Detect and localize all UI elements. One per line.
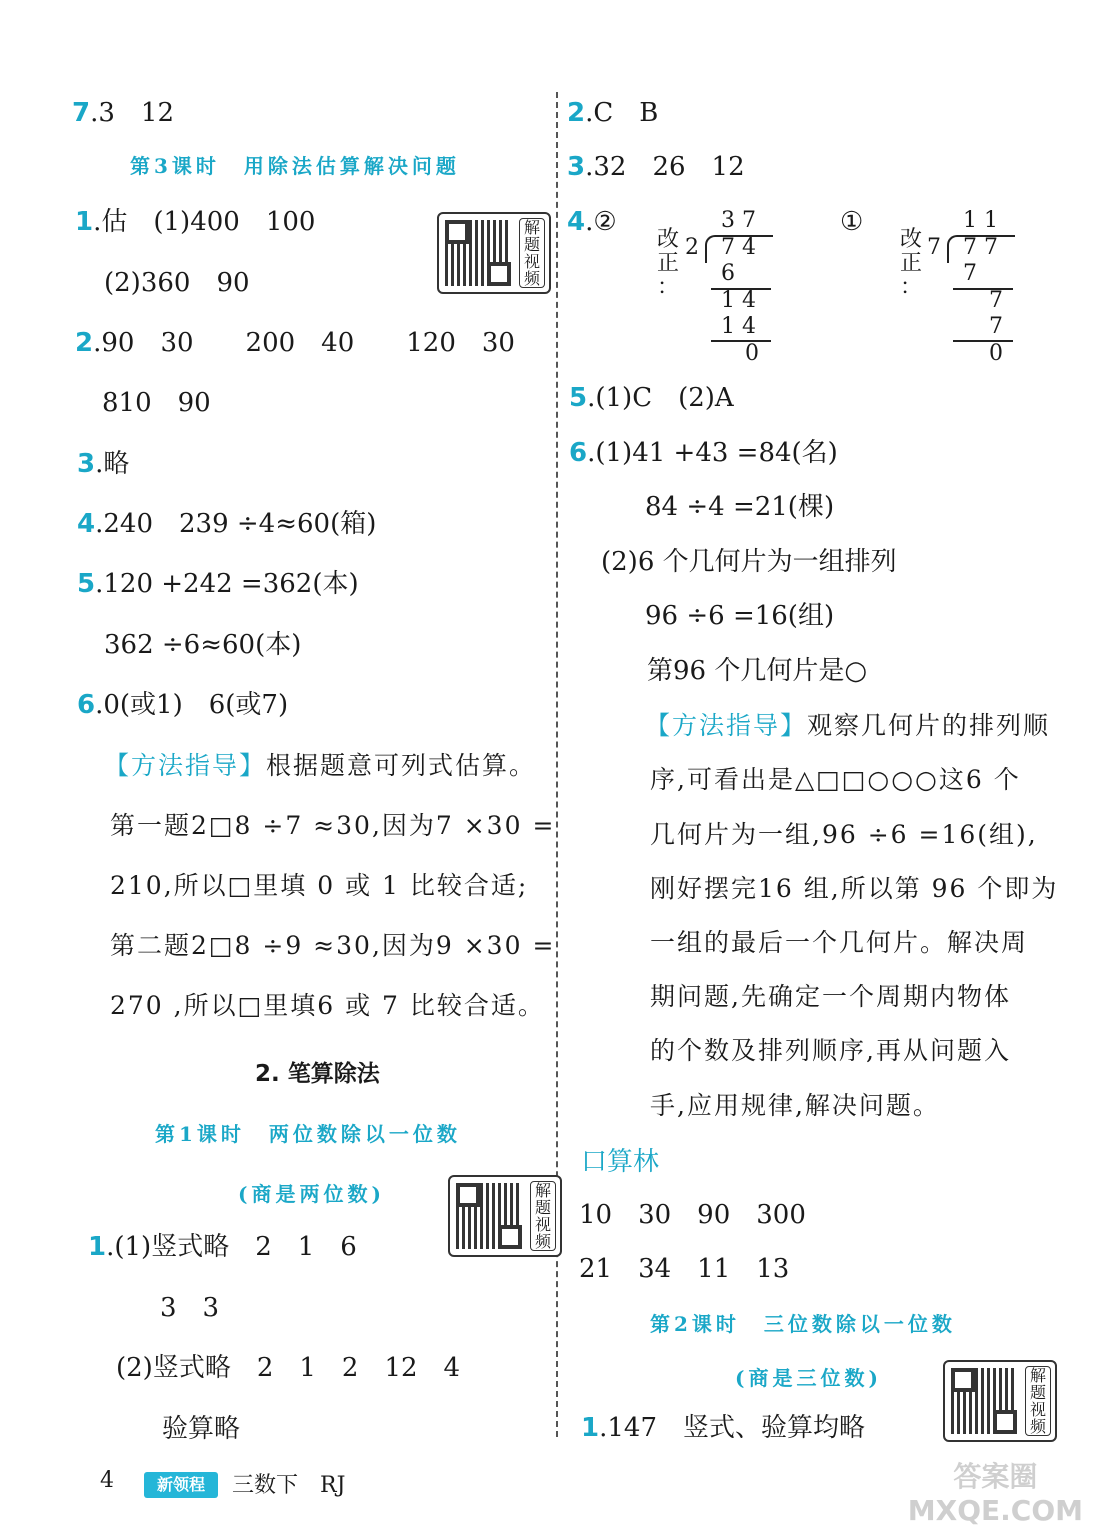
tip-line-2: 第一题2□8 ÷7 ≈30,因为7 ×30 = (110, 811, 556, 840)
tip-line-3: 210,所以□里填 0 或 1 比较合适; (110, 871, 529, 900)
step-2: 7 (989, 314, 1003, 339)
quotient: 3 7 (721, 208, 756, 233)
r-answer-6-line2: 84 ÷4 =21(棵) (645, 492, 835, 522)
mental-math-title: 口算林 (581, 1147, 660, 1177)
answer-5: 5.120 +242 =362(本) (77, 569, 359, 599)
answer-p1-part3: (2)竖式略 2 1 2 12 4 (116, 1353, 461, 1383)
r-tip-line-5: 一组的最后一个几何片。解决周 (650, 928, 1029, 957)
qr-code-3[interactable] (943, 1360, 1057, 1442)
qr-label: 解题视频 (530, 1181, 556, 1251)
r-tip-line-1: 【方法指导】观察几何片的排列顺 (645, 711, 1051, 740)
remainder-2: 0 (745, 341, 759, 366)
lesson-subtitle-2: (商是两位数) (238, 1182, 385, 1206)
r-answer-3: 3.32 26 12 (567, 152, 745, 182)
long-division-2 (927, 208, 1027, 368)
tip-line-1: 【方法指导】根据题意可列式估算。 (104, 751, 537, 780)
tip-line-4: 第二题2□8 ÷9 ≈30,因为9 ×30 = (110, 931, 556, 960)
r-tip-line-2: 序,可看出是△□□○○○这6 个 (650, 765, 1021, 794)
r-answer-4b: ① (840, 207, 864, 237)
r-tip-line-6: 期问题,先确定一个周期内物体 (650, 982, 1011, 1011)
long-division-1 (685, 208, 785, 368)
answer-1: 1.估 (1)400 100 (75, 207, 316, 237)
dividend: 7 4 (721, 235, 756, 260)
remainder-1: 1 4 (721, 288, 756, 313)
answer-3: 3.略 (77, 449, 130, 479)
answer-1-part2: (2)360 90 (104, 268, 250, 298)
t-answer-1: 1.147 竖式、验算均略 (581, 1413, 865, 1443)
qr-label: 解题视频 (1025, 1366, 1051, 1436)
r-answer-6: 6.(1)41 +43 =84(名) (569, 438, 838, 468)
lesson-title-3: 第2课时 三位数除以一位数 (650, 1312, 956, 1336)
answer-2: 2.90 30 200 40 120 30 (75, 328, 515, 358)
brand-badge: 新领程 (144, 1472, 218, 1498)
lesson-title: 第3课时 用除法估算解决问题 (130, 154, 460, 178)
section-title: 2. 笔算除法 (255, 1061, 380, 1087)
qr-pattern (456, 1183, 522, 1249)
r-tip-line-3: 几何片为一组,96 ÷6 =16(组), (650, 820, 1038, 849)
r-tip-line-8: 手,应用规律,解决问题。 (650, 1091, 940, 1120)
answer-2-part2: 810 90 (102, 388, 211, 418)
r-tip-line-4: 刚好摆完16 组,所以第 96 个即为 (650, 874, 1059, 903)
quotient: 1 1 (963, 208, 998, 233)
qr-code-2[interactable] (448, 1175, 562, 1257)
answer-p1: 1.(1)竖式略 2 1 6 (88, 1232, 357, 1262)
answer-p1-part4: 验算略 (162, 1414, 241, 1444)
qr-pattern (445, 220, 511, 286)
answer-7: 7.3 12 (72, 98, 174, 128)
watermark-logo: 答案圈 MXQE.COM (907, 1460, 1083, 1527)
r-answer-6-line3: (2)6 个几何片为一组排列 (601, 547, 897, 577)
remainder-1: 7 (989, 288, 1003, 313)
step-1: 6 (721, 261, 735, 286)
answer-p1-part2: 3 3 (160, 1293, 220, 1323)
tip-line-5: 270 ,所以□里填6 或 7 比较合适。 (110, 991, 545, 1020)
correction-label-1: 改 正 ： (657, 227, 680, 300)
answer-4: 4.240 239 ÷4≈60(箱) (77, 509, 377, 539)
r-tip-line-7: 的个数及排列顺序,再从问题入 (650, 1036, 1011, 1065)
qr-pattern (951, 1368, 1017, 1434)
mental-math-row-1: 10 30 90 300 (579, 1200, 806, 1230)
answer-5-part2: 362 ÷6≈60(本) (104, 630, 302, 660)
page-number: 4 (100, 1468, 114, 1493)
dividend: 7 7 (963, 235, 998, 260)
lesson-title-2: 第1课时 两位数除以一位数 (155, 1122, 461, 1146)
answer-6: 6.0(或1) 6(或7) (77, 690, 289, 720)
r-answer-4: 4.② (567, 207, 617, 237)
step-1: 7 (963, 261, 977, 286)
book-label: 三数下 RJ (232, 1473, 346, 1498)
qr-code[interactable] (437, 212, 551, 294)
lesson-subtitle-3: (商是三位数) (735, 1366, 882, 1390)
mental-math-row-2: 21 34 11 13 (579, 1254, 790, 1284)
r-answer-5: 5.(1)C (2)A (569, 383, 734, 413)
r-answer-2: 2.C B (567, 98, 659, 128)
r-answer-6-line5: 第96 个几何片是○ (647, 656, 868, 686)
divisor: 2 (685, 235, 699, 260)
r-answer-6-line4: 96 ÷6 =16(组) (645, 601, 835, 631)
qr-label: 解题视频 (519, 218, 545, 288)
divisor: 7 (927, 235, 941, 260)
correction-label-2: 改 正 ： (900, 227, 923, 300)
remainder-2: 0 (989, 341, 1003, 366)
step-2: 1 4 (721, 314, 756, 339)
